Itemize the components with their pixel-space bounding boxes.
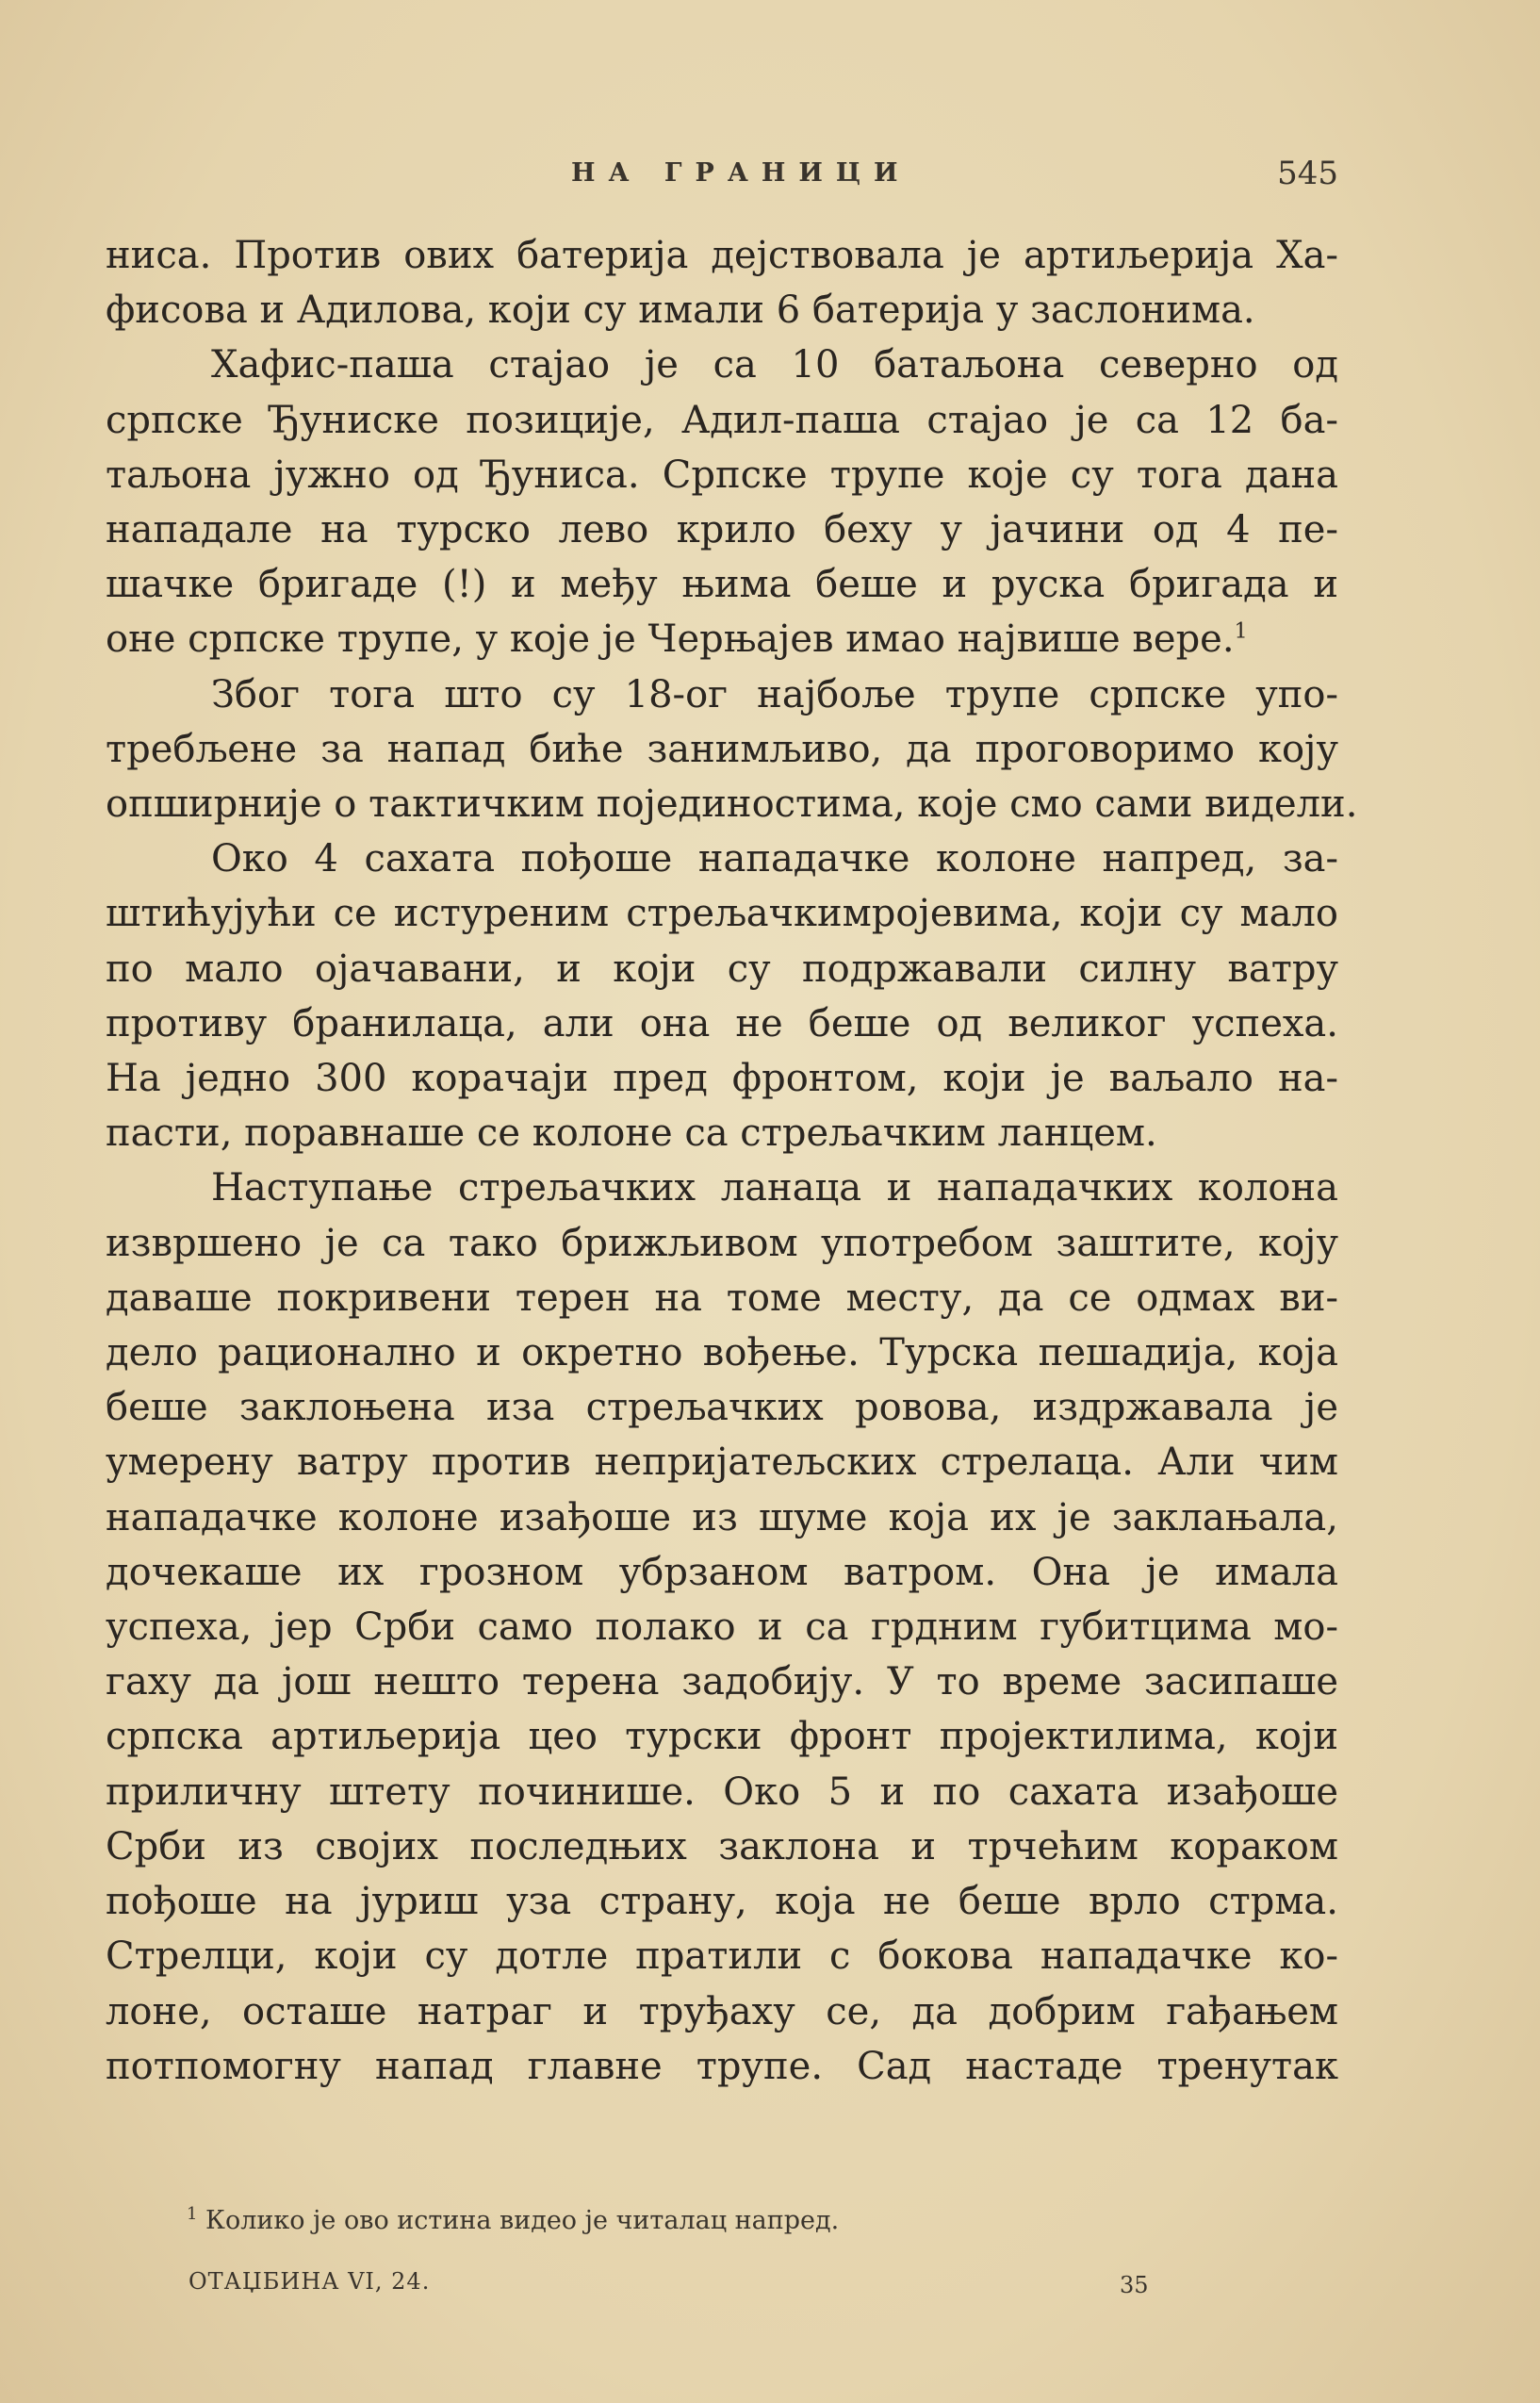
text-line: штићујући се истуреним стрељачкимројевима, који су мало: [106, 892, 1338, 936]
text-line: успеха, јер Срби само полако и са грдним губитцима мо-: [106, 1605, 1338, 1650]
text-line: противу бранилаца, али она не беше од великог успеха.: [106, 1001, 1338, 1045]
text-line: лоне, осташе натраг и труђаху се, да добрим гађањем: [106, 1989, 1338, 2033]
sheet-number: 35: [1120, 2272, 1149, 2298]
footnote: [187, 2206, 839, 2235]
footnote-text: Колико је ово истина видео је читалац напред.: [205, 2206, 840, 2235]
paragraph-5: [106, 1160, 1338, 2093]
text-line: умерену ватру против непријатељских стрелаца. Али чим: [106, 1440, 1338, 1485]
running-head: НА ГРАНИЦИ: [571, 158, 911, 188]
footnote-marker: 1: [1234, 620, 1248, 645]
text-line: пођоше на јуриш уза страну, која не беше врло стрма.: [106, 1880, 1338, 1924]
text-line: извршено је са тако брижљивом употребом заштите, коју: [106, 1221, 1338, 1265]
text-line: приличну штету починише. Око 5 и по сахата изађоше: [106, 1769, 1338, 1814]
text-line: ниса. Против ових батерија дејствовала је артиљерија Ха-: [106, 234, 1338, 277]
page-header: [104, 155, 1338, 196]
text-line: дочекаше их грозном убрзаном ватром. Она је имала: [106, 1550, 1338, 1594]
text-line: по мало ојачавани, и који су подржавали силну ватру: [106, 946, 1338, 991]
text-line: беше заклоњена иза стрељачких ровова, издржавала је: [106, 1386, 1338, 1430]
text-line: пасти, поравнаше се колоне са стрељачким ланцем.: [106, 1111, 1157, 1156]
text-line: Око 4 сахата пођоше нападачке колоне напред, за-: [211, 837, 1338, 881]
page-number: 545: [1277, 155, 1338, 192]
text-line: оне српске трупе, у које је Черњајев имао највише вере.: [106, 617, 1235, 662]
paragraph-3: [106, 667, 1358, 832]
body-text: [106, 228, 1358, 2094]
text-line: Наступање стрељачких ланаца и нападачких колона: [211, 1166, 1338, 1210]
paragraph-1: [106, 228, 1338, 337]
text-line: фисова и Адилова, који су имали 6 батерија у заслонима.: [106, 288, 1255, 333]
text-line: гаху да још нешто терена задобију. У то време засипаше: [106, 1660, 1338, 1704]
printer-signature: ОТАЏБИНА VI, 24.: [188, 2268, 431, 2295]
text-line: На једно 300 корачаји пред фронтом, који је ваљало на-: [106, 1057, 1338, 1101]
text-line: српска артиљерија цео турски фронт пројектилима, који: [106, 1715, 1338, 1759]
text-line: шачке бригаде (!) и међу њима беше и руска бригада и: [106, 563, 1338, 607]
text-line: нападачке колоне изађоше из шуме која их је заклањала,: [106, 1495, 1338, 1539]
text-line: Хафис-паша стајао је са 10 батаљона северно од: [211, 343, 1338, 387]
text-line: српске Ђуниске позиције, Адил-паша стајао је са 12 ба-: [106, 398, 1338, 442]
text-line: таљона јужно од Ђуниса. Српске трупе које су тога дана: [106, 453, 1338, 497]
text-line: дело рационално и окретно вођење. Турска пешадија, која: [106, 1331, 1338, 1375]
text-line-with-footnote: [106, 612, 1338, 667]
text-line: даваше покривени терен на томе месту, да се одмах ви-: [106, 1276, 1338, 1320]
text-line: Стрелци, који су дотле пратили с бокова нападачке ко-: [106, 1934, 1338, 1979]
text-line: потпомогну напад главне трупе. Сад настаде тренутак: [106, 2044, 1338, 2088]
text-line: требљене за напад биће занимљиво, да проговоримо коју: [106, 727, 1338, 771]
paragraph-2: [106, 337, 1338, 667]
text-line: опширније о тактичким појединостима, које смо сами видели.: [106, 782, 1358, 827]
footnote-number: 1: [187, 2204, 198, 2224]
text-line: нападале на турско лево крило беху у јачини од 4 пе-: [106, 508, 1338, 552]
text-line: Због тога што су 18-ог најбоље трупе српске упо-: [211, 672, 1338, 716]
paragraph-4: [106, 831, 1338, 1160]
text-line: Срби из својих последњих заклона и трчећим кораком: [106, 1824, 1338, 1868]
